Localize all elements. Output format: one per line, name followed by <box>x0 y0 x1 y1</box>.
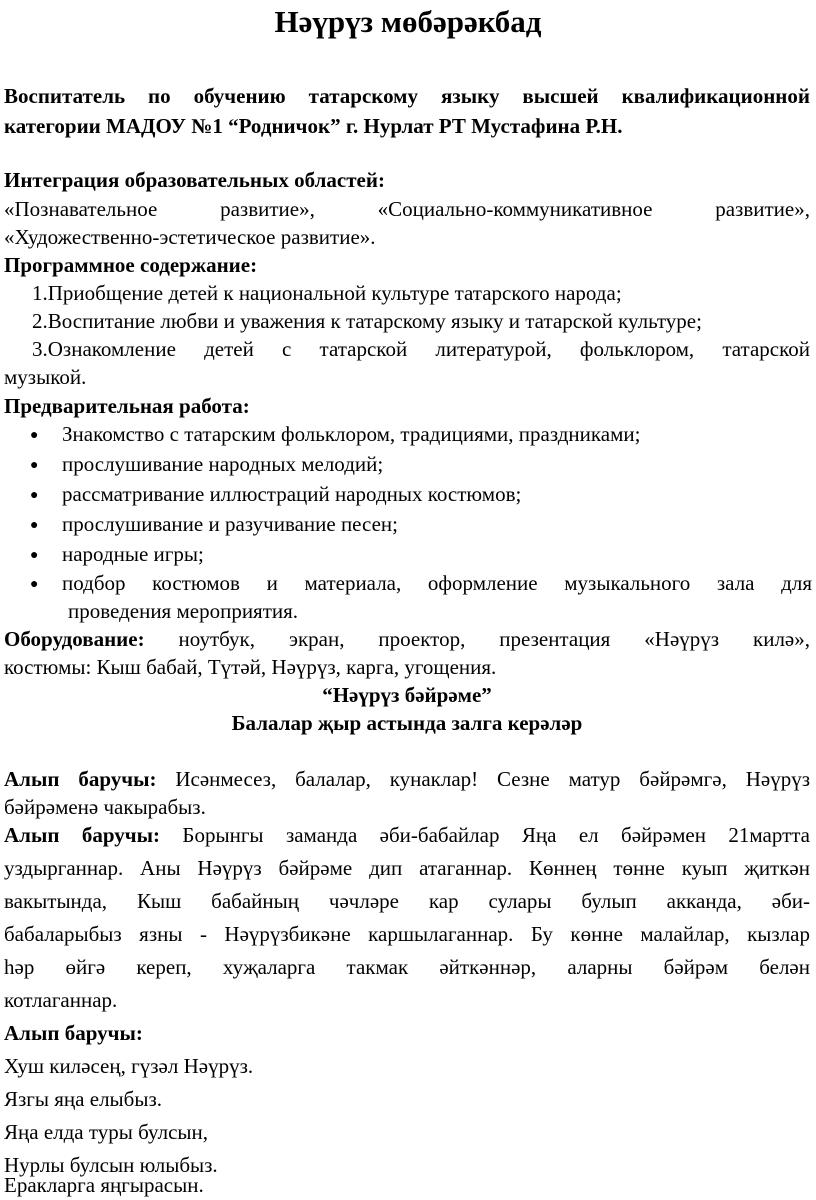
event-subtitle: Балалар җыр астында залга керәләр <box>231 711 583 735</box>
verse-line-5: Еракларга яңгырасын. <box>4 1173 204 1197</box>
equipment-text: ноутбук, экран, проектор, презентация «Нәүрүз килә», <box>144 627 810 651</box>
preliminary-item-5: народные игры; <box>62 542 204 566</box>
preliminary-item-2: прослушивание народных мелодий; <box>62 452 384 476</box>
dialogue-1-line-2: бәйрәменә чакырабыз. <box>4 795 206 819</box>
dialogue-2-line-1 <box>4 822 810 849</box>
preliminary-item-1: Знакомство с татарским фольклором, традициями, праздниками; <box>62 422 641 446</box>
preliminary-item-6-continued: проведения мероприятия. <box>68 599 299 623</box>
preliminary-item-4: прослушивание и разучивание песен; <box>62 512 398 536</box>
integration-line-2: «Художественно-эстетическое развитие». <box>4 225 376 249</box>
verse-line-3: Яңа елда туры булсын, <box>4 1120 208 1144</box>
equipment-line-1 <box>4 626 810 653</box>
bullet-icon: ● <box>30 518 39 533</box>
dialogue-2-line-3: вакытында, Кыш бабайның чәчләре кар сулары булып акканда, әби- <box>4 889 810 913</box>
integration-heading: Интеграция образовательных областей: <box>4 168 385 192</box>
bullet-icon: ● <box>30 458 39 473</box>
dialogue-text: Исәнмесез, балалар, кунаклар! Сезне матур бәйрәмгә, Нәүрүз <box>156 767 811 791</box>
event-title: “Нәүрүз бәйрәме” <box>322 683 492 707</box>
integration-line-1: «Познавательное развитие», «Социально-коммуникативное развитие», <box>4 197 810 221</box>
preliminary-item-6: подбор костюмов и материала, оформление музыкального зала для <box>62 571 812 595</box>
bullet-icon: ● <box>30 428 39 443</box>
verse-speaker: Алып баручы: <box>4 1021 143 1045</box>
dialogue-1-line-1 <box>4 766 810 793</box>
bullet-icon: ● <box>30 577 39 592</box>
verse-line-4: Нурлы булсын юлыбыз. <box>4 1153 218 1177</box>
dialogue-2-line-2: уздырганнар. Аны Нәүрүз бәйрәме дип атаганнар. Көннең төнне куып җиткән <box>4 856 810 880</box>
author-line-1: Воспитатель по обучению татарскому языку высшей квалификационной <box>4 84 810 108</box>
preliminary-heading: Предварительная работа: <box>4 394 250 418</box>
dialogue-2-line-6: котлаганнар. <box>4 988 118 1012</box>
speaker-label: Алып баручы: <box>4 823 160 847</box>
verse-line-1: Хуш киләсең, гүзәл Нәүрүз. <box>4 1054 254 1078</box>
dialogue-text: Борынгы заманда әби-бабайлар Яңа ел бәйрәмен 21мартта <box>160 823 810 847</box>
author-line-2: категории МАДОУ №1 “Родничок” г. Нурлат РТ Мустафина Р.Н. <box>4 114 623 138</box>
verse-line-2: Язгы яңа елыбыз. <box>4 1087 162 1111</box>
program-item-3-continued: музыкой. <box>4 365 87 389</box>
dialogue-2-line-5: һәр өйгә кереп, хуҗаларга такмак әйткәннәр, аларны бәйрәм белән <box>4 955 810 979</box>
program-item-3: 3.Ознакомление детей с татарской литературой, фольклором, татарской <box>32 337 810 361</box>
preliminary-item-3: рассматривание иллюстраций народных костюмов; <box>62 482 522 506</box>
equipment-label: Оборудование: <box>4 627 145 651</box>
bullet-icon: ● <box>30 548 39 563</box>
program-item-1: 1.Приобщение детей к национальной культуре татарского народа; <box>32 281 622 305</box>
dialogue-2-line-4: бабаларыбыз язны - Нәүрүзбикәне каршылаганнар. Бу көнне малайлар, кызлар <box>4 922 810 946</box>
program-heading: Программное содержание: <box>4 253 258 277</box>
program-item-2: 2.Воспитание любви и уважения к татарскому языку и татарской культуре; <box>32 309 702 333</box>
equipment-line-2: костюмы: Кыш бабай, Түтәй, Нәүрүз, карга, угощения. <box>4 655 497 679</box>
document-title: Нәүрүз мөбәрәкбад <box>274 4 542 39</box>
speaker-label: Алып баручы: <box>4 767 157 791</box>
bullet-icon: ● <box>30 488 39 503</box>
